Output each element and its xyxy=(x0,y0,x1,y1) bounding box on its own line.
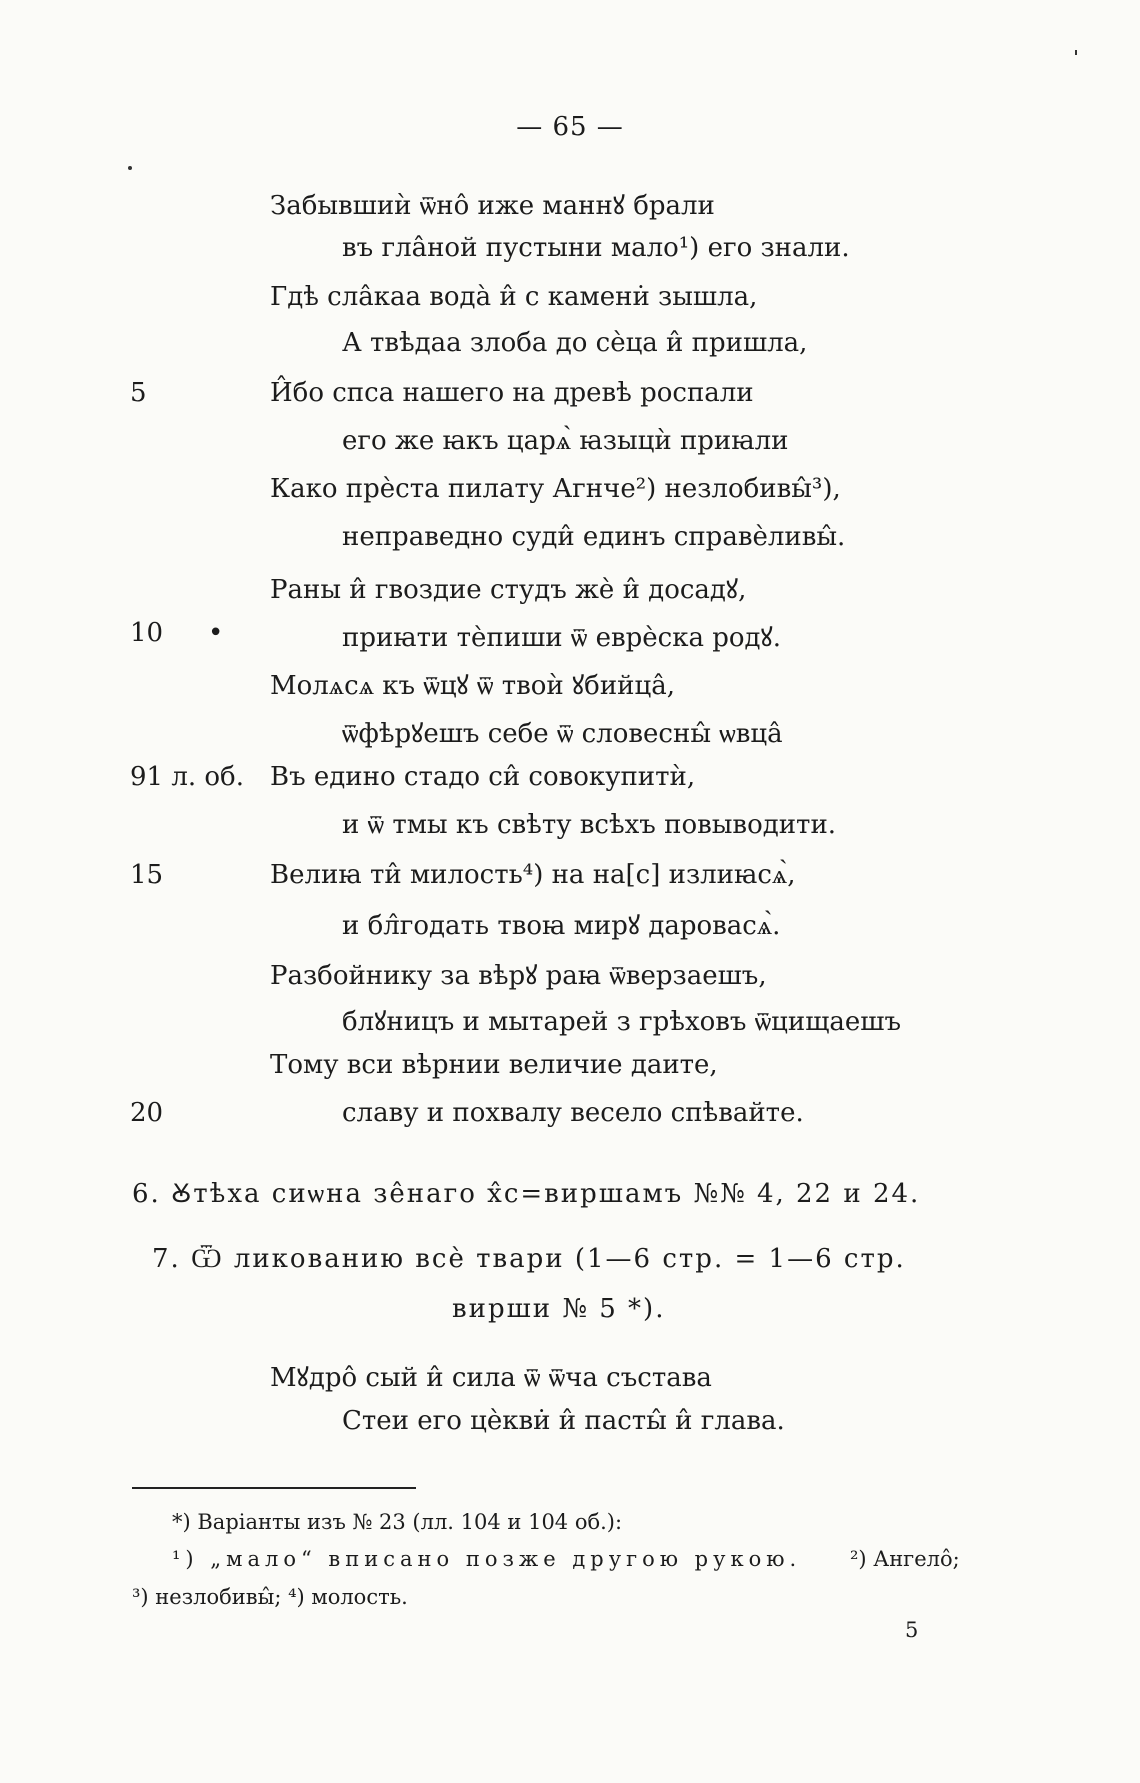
verse-line xyxy=(0,1002,1140,1056)
verse-text: неправедно суди̂ единъ справѐливы̂. xyxy=(342,522,846,552)
verse-line xyxy=(0,522,1140,576)
verse-line xyxy=(0,378,1140,432)
verse-line xyxy=(0,666,1140,720)
verse-line xyxy=(0,328,1140,382)
verse-text: Мꙋдро̂ сый и̂ сила ѿ ѿча състава xyxy=(270,1363,712,1393)
verse-line xyxy=(0,810,1140,864)
verse-text: Молѧсѧ къ ѿцꙋ ѿ твоѝ ꙋбийца̂, xyxy=(270,671,675,701)
verse-line xyxy=(0,714,1140,768)
verse-text: Разбойнику за вѣрꙋ раꙗ ѿверзаешъ, xyxy=(270,961,767,991)
verse-text: и бл̂годать твоꙗ мирꙋ даровасѧ̀. xyxy=(342,911,781,941)
footnote-line: ²) Ангело̂; xyxy=(850,1547,960,1571)
verse-text: Раны и̂ гвоздие студъ жѐ и̂ досадꙋ, xyxy=(270,575,747,605)
verse-number: 5 xyxy=(130,378,147,408)
verse-line xyxy=(0,570,1140,624)
verse-text: и ѿ тмы къ свѣту всѣхъ повыводити. xyxy=(342,810,837,840)
verse-line xyxy=(0,474,1140,528)
page-number-header: — 65 — xyxy=(516,112,624,142)
verse-line xyxy=(0,762,1140,816)
verse-text: ѿфѣрꙋешъ себе ѿ словесны̂ ѡвца̂ xyxy=(342,719,783,749)
ink-speck xyxy=(1075,50,1077,55)
margin-dot: • xyxy=(208,618,224,648)
footnote-line: *) Варіанты изъ № 23 (лл. 104 и 104 об.): xyxy=(172,1510,623,1534)
section-7-heading: 7. Ѿ ликованию всѐ твари (1—6 стр. = 1—6 стр. xyxy=(152,1244,906,1274)
verse-text: славу и похвалу весело спѣвайте. xyxy=(342,1098,804,1128)
footnote-separator xyxy=(132,1487,416,1489)
verse-text: его же ꙗкъ царѧ̀ ꙗзыцѝ приꙗли xyxy=(342,426,789,456)
verse-text: Како прѐста пилату Агнче²) незлобивы̂³), xyxy=(270,474,841,504)
verse-text: А твѣдаа злоба до сѐца и̂ пришла, xyxy=(342,328,808,358)
verse-line xyxy=(0,1098,1140,1152)
verse-line xyxy=(0,233,1140,287)
footnote-line: ¹) „мало“ вписано позже другою рукою. xyxy=(172,1547,802,1571)
verse-line xyxy=(0,618,1140,672)
verse-line xyxy=(0,1358,1140,1412)
verse-number: 91 л. об. xyxy=(130,762,244,792)
verse-line xyxy=(0,1050,1140,1104)
verse-text: Стеи его цѐкви̇ и̂ пасты̂ и̂ глава. xyxy=(342,1406,785,1436)
verse-text: приꙗти тѐпиши ѿ еврѐска родꙋ. xyxy=(342,623,781,653)
footnote-line: ³) незлобивы̂; ⁴) молость. xyxy=(132,1585,408,1609)
verse-text: блꙋницъ и мытарей з грѣховъ ѿцищаешъ xyxy=(342,1007,902,1037)
verse-text: Гдѣ сла̂каа вода̀ и̂ с камени̇ зышла, xyxy=(270,282,758,312)
verse-text: Забывшиѝ ѿно̂ иже маннꙋ брали xyxy=(270,191,715,221)
verse-text: И̂бо спса нашего на древѣ роспали xyxy=(270,378,754,408)
verse-number: 15 xyxy=(130,860,164,890)
section-7-heading-cont: вирши № 5 *). xyxy=(452,1294,666,1324)
verse-line xyxy=(0,186,1140,240)
verse-text: Въ едино стадо си̂ совокупитѝ, xyxy=(270,762,696,792)
verse-text: Велиꙗ ти̂ милость⁴) на на[с] излиꙗсѧ̀, xyxy=(270,860,796,890)
verse-line xyxy=(0,1406,1140,1460)
verse-line xyxy=(0,426,1140,480)
ink-speck xyxy=(128,166,132,170)
verse-text: Тому вси вѣрнии величие даите, xyxy=(270,1050,718,1080)
verse-line xyxy=(0,906,1140,960)
verse-number: 10 xyxy=(130,618,164,648)
section-6-heading: 6. Ꙋтѣха сиѡна зе̂наго х̂с=виршамъ №№ 4, 22 и 24. xyxy=(132,1179,921,1209)
verse-text: въ гла̂ной пустыни мало¹) его знали. xyxy=(342,233,850,263)
verse-number: 20 xyxy=(130,1098,164,1128)
signature-mark: 5 xyxy=(905,1618,919,1642)
